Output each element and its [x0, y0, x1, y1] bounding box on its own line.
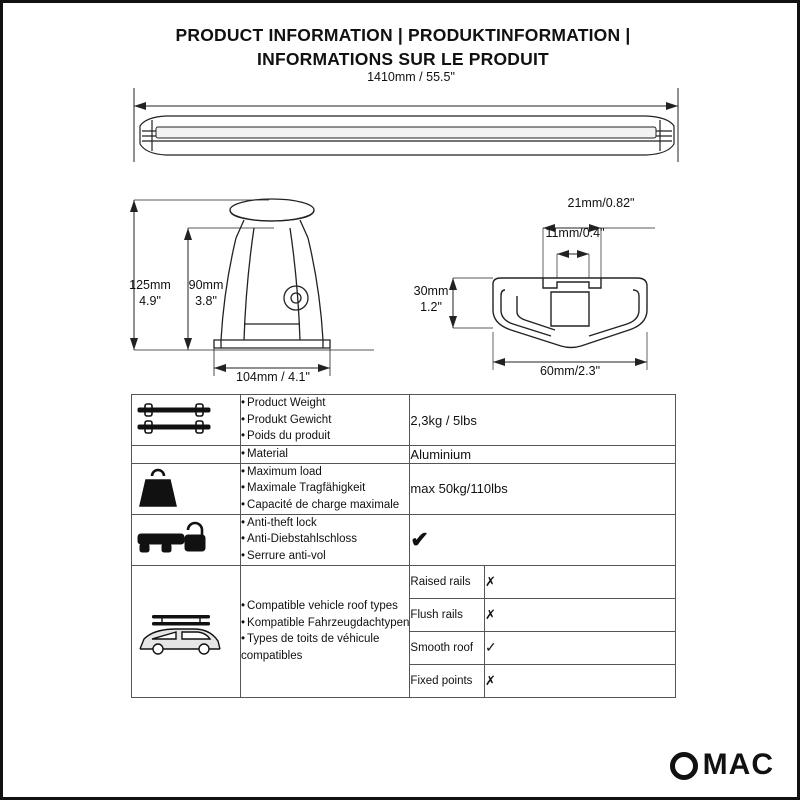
weight-value: 2,3kg / 5lbs: [410, 395, 676, 446]
rooftype-name-smooth-roof: Smooth roof: [410, 631, 484, 664]
lock-label-de: • Anti-Diebstahlschloss: [241, 531, 409, 548]
lock-label-fr: • Serrure anti-vol: [241, 548, 409, 565]
lock-label-en: • Anti-theft lock: [241, 515, 409, 532]
rooftype-row: [410, 598, 675, 631]
material-label-en: • Material: [241, 446, 409, 463]
bar-length-diagram: [126, 70, 686, 176]
material-value: Aluminium: [410, 446, 676, 464]
rooftype-row: [410, 664, 675, 697]
foot-width-label: 104mm / 4.1": [236, 370, 310, 384]
table-row: [132, 395, 676, 446]
profile-height-label: 30mm 1.2": [413, 284, 449, 314]
table-row: [132, 565, 676, 697]
spec-table: [131, 394, 676, 698]
lock-value: ✔: [410, 514, 676, 565]
maxload-labels: [241, 463, 410, 514]
omac-logo: [670, 748, 774, 782]
weight-label-de: • Produkt Gewicht: [241, 412, 409, 429]
table-row: [132, 514, 676, 565]
page-title-line2: INFORMATIONS SUR LE PRODUIT: [257, 48, 549, 69]
material-icon-empty: [132, 446, 241, 464]
foot-front-view-diagram: [124, 192, 424, 382]
rooftypes-label-de: • Kompatible Fahrzeugdachtypen: [241, 615, 409, 632]
height-inner-label: 90mm 3.8": [188, 278, 224, 308]
maxload-value: max 50kg/110lbs: [410, 463, 676, 514]
rooftype-mark-flush-rails: ✗: [485, 598, 676, 631]
maxload-label-fr: • Capacité de charge maximale: [241, 497, 409, 514]
weight-label-fr: • Poids du produit: [241, 428, 409, 445]
rooftype-row: [410, 566, 675, 599]
rooftype-mark-raised-rails: ✗: [485, 566, 676, 599]
rooftypes-label-fr: • Types de toits de véhicule compatibles: [241, 631, 409, 664]
profile-width-label: 60mm/2.3": [539, 364, 601, 378]
table-row: [132, 446, 676, 464]
rooftype-row: [410, 631, 675, 664]
material-labels: [241, 446, 410, 464]
rooftype-mark-fixed-points: ✗: [485, 664, 676, 697]
lock-icon: [132, 514, 241, 565]
maxload-label-de: • Maximale Tragfähigkeit: [241, 480, 409, 497]
bar-cross-section-diagram: [413, 196, 681, 381]
slot-inner-label: 11mm/0.4": [545, 226, 605, 240]
slot-outer-label: 21mm/0.82": [567, 196, 635, 210]
rooftype-name-raised-rails: Raised rails: [410, 566, 484, 599]
weight-icon: [132, 463, 241, 514]
lock-labels: [241, 514, 410, 565]
rooftype-name-fixed-points: Fixed points: [410, 674, 473, 687]
page-title: [66, 24, 740, 71]
weight-labels: [241, 395, 410, 446]
rooftypes-labels: [241, 565, 410, 697]
bar-length-label: 1410mm / 55.5": [367, 70, 455, 84]
rooftypes-matrix: [410, 565, 676, 697]
table-row: [132, 463, 676, 514]
logo-text: MAC: [702, 748, 774, 781]
height-total-label: 125mm 4.9": [129, 278, 171, 308]
page-title-line1: PRODUCT INFORMATION | PRODUKTINFORMATION |: [175, 25, 631, 45]
crossbars-icon: [132, 395, 241, 446]
logo-o-icon: [670, 752, 698, 780]
weight-label-en: • Product Weight: [241, 395, 409, 412]
rooftype-name-flush-rails: Flush rails: [410, 598, 484, 631]
rooftype-mark-smooth-roof: ✓: [485, 631, 676, 664]
maxload-label-en: • Maximum load: [241, 464, 409, 481]
rooftypes-label-en: • Compatible vehicle roof types: [241, 598, 409, 615]
car-roof-icon: [132, 565, 241, 697]
